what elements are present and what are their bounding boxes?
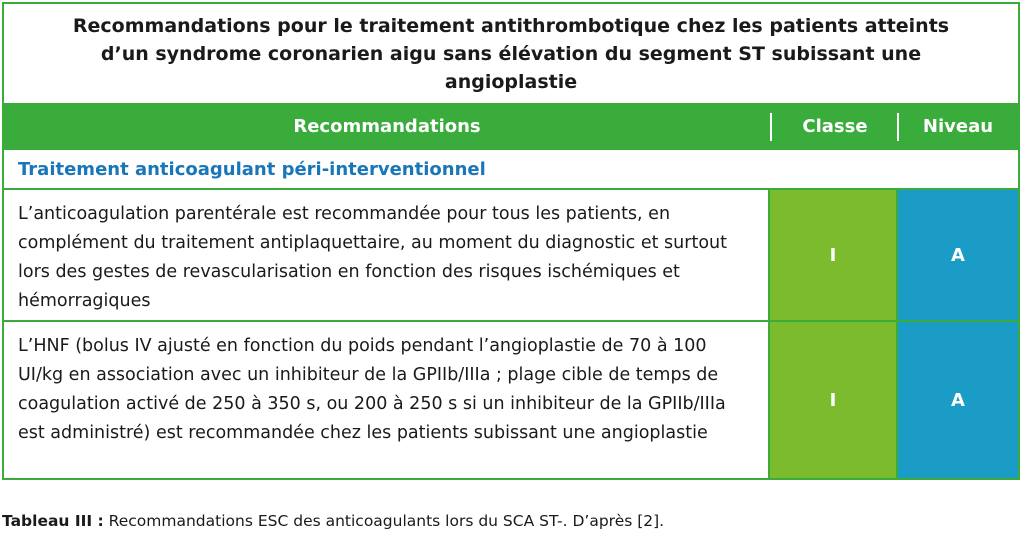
niveau-cell: A <box>898 322 1018 478</box>
table-row <box>4 190 1018 322</box>
niveau-cell: A <box>898 190 1018 320</box>
table-header-row <box>4 103 1018 150</box>
table-row <box>4 322 1018 478</box>
header-niveau: Niveau <box>922 116 994 137</box>
recommendation-text: L’HNF (bolus IV ajusté en fonction du poids pendant l’angioplastie de 70 à 100 UI/kg en association avec un inhibiteur de la GPIIb/IIIa ; plage cible de temps de coagulation activé de 250 à 350 s, ou 200 à 250 s si un inhibiteur de la GPIIb/IIIa est administré) est recommandée chez les patients subissant une angioplastie <box>4 322 770 478</box>
classe-cell: I <box>770 190 898 320</box>
header-recommandations: Recommandations <box>293 116 481 137</box>
section-heading: Traitement anticoagulant péri-interventionnel <box>4 150 1018 190</box>
header-classe: Classe <box>802 116 868 137</box>
table-caption <box>2 512 664 530</box>
classe-cell: I <box>770 322 898 478</box>
caption-label: Tableau III : <box>2 512 104 530</box>
table-title: Recommandations pour le traitement antithrombotique chez les patients atteints d’un syndrome coronarien aigu sans élévation du segment ST subissant une angioplastie <box>72 14 950 93</box>
recommendation-text: L’anticoagulation parentérale est recommandée pour tous les patients, en complément du traitement antiplaquettaire, au moment du diagnostic et surtout lors des gestes de revascularisation en fonction des risques ischémiques et hémorragiques <box>4 190 770 320</box>
recommendations-table <box>2 2 1020 480</box>
caption-text: Recommandations ESC des anticoagulants lors du SCA ST-. D’après [2]. <box>103 512 665 530</box>
